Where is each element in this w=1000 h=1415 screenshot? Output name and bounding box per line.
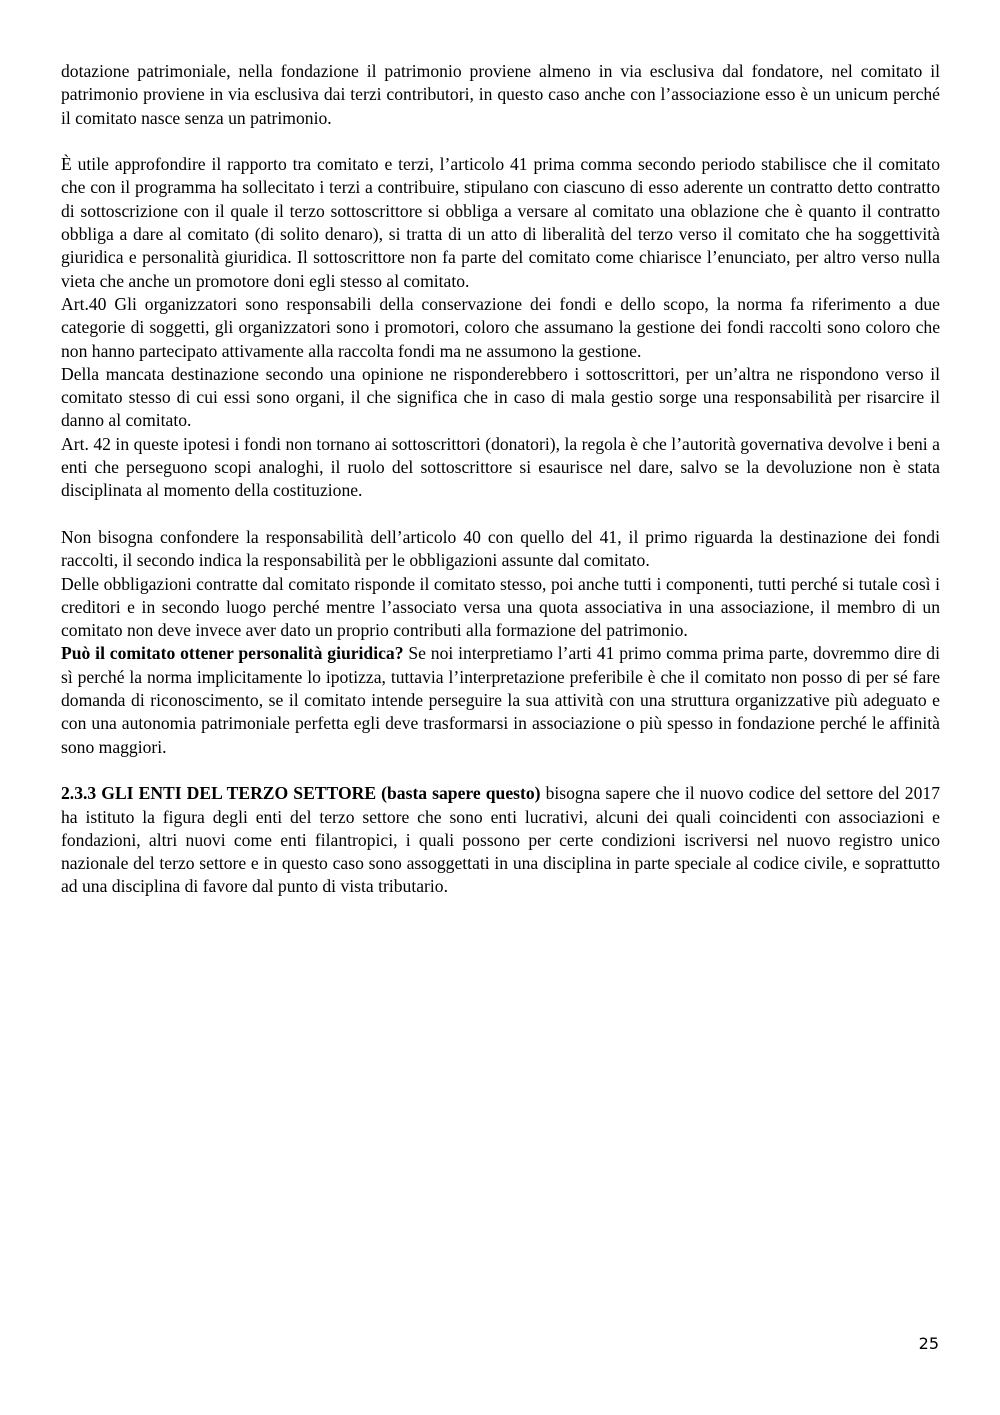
paragraph-text: Se noi interpretiamo l’arti 41 primo comma prima parte, dovremmo dire di sì perché la norma implicitamente lo ipotizza, tuttavia l’interpretazione preferibile è che il comitato non posso di per sé fare domanda di riconoscimento, se il comitato intende perseguire la sua attività con una struttura organizzative più adeguato e con una autonomia patrimoniale perfetta egli deve trasformarsi in associazione o più spesso in fondazione perché le affinità sono maggiori. [61, 643, 940, 757]
paragraph-art-40: Art.40 Gli organizzatori sono responsabili della conservazione dei fondi e dello scopo, la norma fa riferimento a due categorie di soggetti, gli organizzatori sono i promotori, coloro che assumano la gestione dei fondi raccolti sono coloro che non hanno partecipato attivamente alla raccolta fondi ma ne assumono la gestione. [61, 293, 940, 361]
paragraph-mancata-destinazione: Della mancata destinazione secondo una opinione ne risponderebbero i sottoscrittori, per un’altra ne rispondono verso il comitato stesso di cui essi sono organi, il che significa che in caso di mala gestio sorge una responsabilità per risarcire il danno al comitato. [61, 363, 940, 431]
paragraph-rapporto-terzi: È utile approfondire il rapporto tra comitato e terzi, l’articolo 41 prima comma secondo periodo stabilisce che il comitato che con il programma ha sollecitato i terzi a contribuire, stipulano con ciascuno di esso aderente un contratto detto contratto di sottoscrizione con il quale il terzo sottoscrittore si obbliga a versare al comitato una oblazione che è quanto il contratto obbliga a dare al comitato (di solito denaro), si tratta di un atto di liberalità del terzo verso il comitato che ha soggettività giuridica e personalità giuridica. Il sottoscrittore non fa parte del comitato come chiarisce l’enunciato, per altro verso nulla vieta che anche un promotore doni egli stesso al comitato. [61, 154, 940, 291]
paragraph-spacer [61, 503, 940, 526]
page-number: 25 [918, 1334, 939, 1353]
question-heading: Può il comitato ottener personalità giuridica? [61, 643, 404, 664]
paragraph-terzo-settore [61, 782, 940, 898]
paragraph-spacer [61, 759, 940, 782]
paragraph-personalita-giuridica [61, 642, 940, 758]
paragraph-spacer [61, 130, 940, 153]
paragraph-obbligazioni: Delle obbligazioni contratte dal comitato risponde il comitato stesso, poi anche tutti i componenti, tutti perché si tutale così i creditori e in secondo luogo perché mentre l’associato versa una quota associativa in una associazione, il membro di un comitato non deve invece aver dato un proprio contributi alla formazione del patrimonio. [61, 573, 940, 641]
document-body [61, 60, 940, 899]
section-heading: 2.3.3 GLI ENTI DEL TERZO SETTORE (basta sapere questo) [61, 783, 541, 804]
paragraph-dotazione: dotazione patrimoniale, nella fondazione il patrimonio proviene almeno in via esclusiva dal fondatore, nel comitato il patrimonio proviene in via esclusiva dai terzi contributori, in questo caso anche con l’associazione esso è un unicum perché il comitato nasce senza un patrimonio. [61, 61, 940, 128]
paragraph-responsabilita: Non bisogna confondere la responsabilità dell’articolo 40 con quello del 41, il primo riguarda la destinazione dei fondi raccolti, il secondo indica la responsabilità per le obbligazioni assunte dal comitato. [61, 526, 940, 571]
paragraph-text: bisogna sapere che il nuovo codice del settore del 2017 ha istituto la figura degli enti del terzo settore che sono enti lucrativi, alcuni dei quali coincidenti con associazioni e fondazioni, altri nuovi come enti filantropici, i quali possono per certe condizioni iscriversi nel nuovo registro unico nazionale del terzo settore e in questo caso sono assoggettati in una disciplina in parte speciale al codice civile, e soprattutto ad una disciplina di favore dal punto di vista tributario. [61, 783, 940, 897]
paragraph-art-42: Art. 42 in queste ipotesi i fondi non tornano ai sottoscrittori (donatori), la regola è che l’autorità governativa devolve i beni a enti che perseguono scopi analoghi, il ruolo del sottoscrittore si esaurisce nel dare, salvo se la devoluzione non è stata disciplinata al momento della costituzione. [61, 433, 940, 501]
